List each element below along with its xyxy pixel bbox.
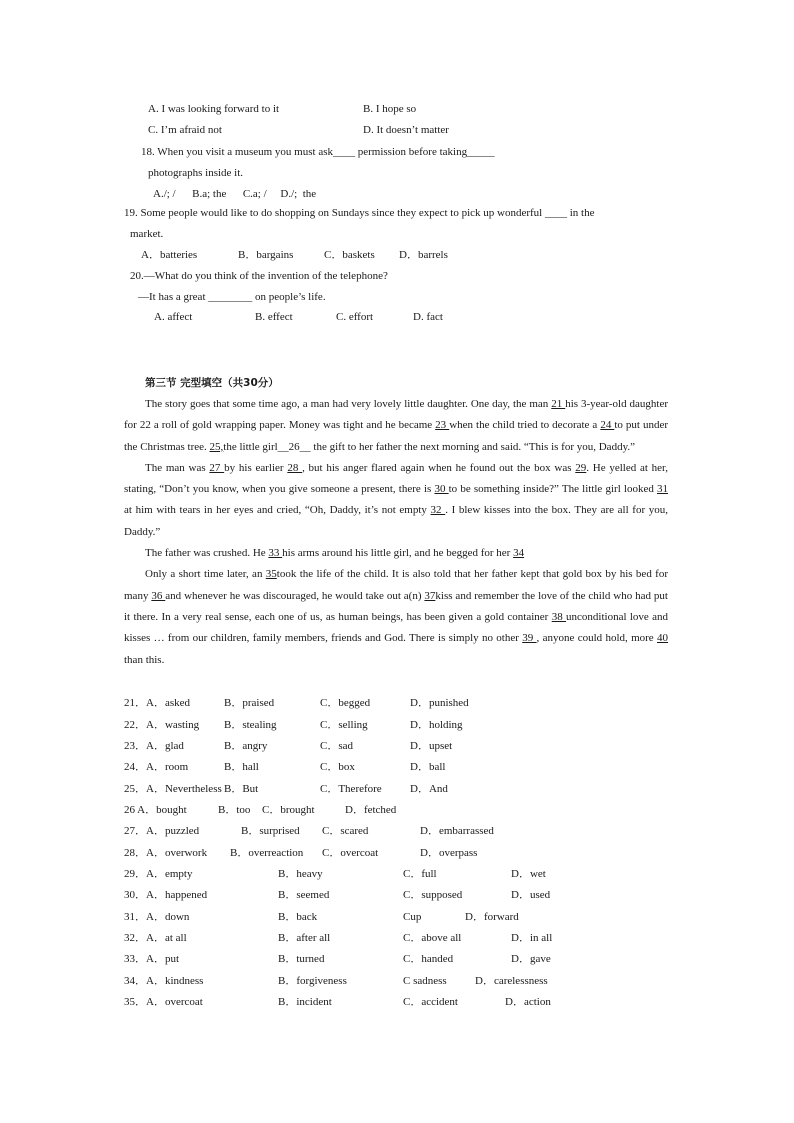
- option-32-a: 32．A．at all: [124, 932, 187, 944]
- cloze-blank: 33: [268, 547, 283, 560]
- passage-text: . He yelled at her, stating, “Don’t you know, when you give someone a present, there is: [124, 461, 669, 496]
- cloze-blank: 30: [434, 483, 449, 496]
- option-34-a: 34．A．kindness: [124, 975, 204, 987]
- option-23-b: B．angry: [224, 740, 268, 752]
- option-22-c: C．selling: [320, 719, 368, 731]
- passage-paragraph-4: [124, 564, 668, 670]
- option-25-a: 25．A．Nevertheless: [124, 783, 222, 795]
- q20-stem: 20.—What do you think of the invention of the telephone?: [130, 270, 388, 282]
- q17-option-b: B. I hope so: [363, 103, 417, 115]
- passage-text: to put under the Christmas tree.: [124, 419, 669, 453]
- passage-text: when the child tried to decorate a: [449, 419, 601, 432]
- cloze-blank: 37: [424, 589, 436, 602]
- option-35-d: D．action: [505, 996, 551, 1008]
- q18-stem-continued: photographs inside it.: [148, 167, 244, 179]
- q19-option-c: C．baskets: [324, 249, 375, 261]
- option-35-a: 35．A．overcoat: [124, 996, 203, 1008]
- q19-stem-text-2: in the: [567, 207, 595, 219]
- cloze-blank: 25,: [209, 440, 224, 453]
- option-24-a: 24．A．room: [124, 761, 189, 773]
- q20-option-d: D. fact: [413, 311, 443, 323]
- passage-text: Only a short time later, an: [145, 568, 266, 581]
- option-33-a: 33．A．put: [124, 953, 179, 965]
- passage-paragraph-2: [124, 458, 668, 543]
- option-22-b: B．stealing: [224, 719, 277, 731]
- option-28-c: C．overcoat: [322, 847, 379, 859]
- passage-text: took the life of the child. It is also told that her father kept that gold box by his bed for many: [124, 568, 668, 602]
- cloze-blank: 40: [657, 632, 669, 645]
- option-23-a: 23．A．glad: [124, 740, 184, 752]
- q20-option-c: C. effort: [336, 311, 374, 323]
- passage-text: and whenever he was discouraged, he would take out a(n): [165, 589, 425, 602]
- option-26-b: B．too: [218, 804, 251, 816]
- option-26-d: D．fetched: [345, 804, 397, 816]
- option-21-c: C．begged: [320, 697, 371, 709]
- cloze-blank: 24: [600, 419, 615, 432]
- option-30-d: D．used: [511, 889, 551, 901]
- passage-text: The father was crushed. He: [145, 547, 269, 560]
- passage-text: , anyone could hold, more: [536, 632, 658, 645]
- option-25-d: D．And: [410, 783, 448, 795]
- option-31-a: 31．A．down: [124, 911, 190, 923]
- q20-option-a: A. affect: [154, 311, 193, 323]
- option-31-c: Cup: [403, 911, 422, 923]
- cloze-blank: 38: [551, 610, 567, 623]
- option-21-b: B．praised: [224, 697, 275, 709]
- q18-blank-1: ____: [332, 146, 355, 158]
- option-33-c: C．handed: [403, 953, 454, 965]
- passage-text: unconditional love and kisses … from our children, family members, friends and God. There is simply no other: [124, 610, 669, 645]
- option-34-c: C sadness: [403, 975, 447, 987]
- option-24-d: D．ball: [410, 761, 446, 773]
- q20-answer-text-2: on people’s life.: [252, 291, 326, 303]
- option-21-a: 21．A．asked: [124, 697, 190, 709]
- q20-answer-line: [138, 290, 326, 304]
- option-34-d: D．carelessness: [475, 975, 548, 987]
- q17-option-c: C. I’m afraid not: [148, 124, 222, 136]
- cloze-blank: 32: [430, 504, 446, 517]
- q19-stem-text-1: 19. Some people would like to do shopping on Sundays since they expect to pick up wonderful: [124, 207, 545, 219]
- q20-option-b: B. effect: [255, 311, 293, 323]
- option-24-b: B．hall: [224, 761, 259, 773]
- q19-stem-continued: market.: [130, 228, 164, 240]
- cloze-blank: 27: [209, 461, 225, 474]
- option-31-b: B．back: [278, 911, 318, 923]
- q17-option-a: A. I was looking forward to it: [148, 103, 280, 115]
- passage-text: The man was: [145, 461, 210, 474]
- option-23-c: C．sad: [320, 740, 353, 752]
- option-29-d: D．wet: [511, 868, 546, 880]
- option-27-b: B．surprised: [241, 825, 300, 837]
- option-33-b: B．turned: [278, 953, 325, 965]
- option-34-b: B．forgiveness: [278, 975, 347, 987]
- cloze-blank: 34: [513, 547, 525, 560]
- passage-text: the little girl__26__ the gift to her father the next morning and said. “This is for you, Daddy.”: [223, 440, 635, 453]
- option-21-d: D．punished: [410, 697, 469, 709]
- passage-text: at him with tears in her eyes and cried, “Oh, Daddy, it’s not empty: [124, 504, 431, 517]
- option-22-d: D．holding: [410, 719, 463, 731]
- passage-text: kiss and remember the love of the child who had put it there. In a very real sense, each one of us, as human beings, has been given a gold container: [124, 589, 668, 623]
- q18-options: A./; / B.a; the C.a; / D./; the: [153, 188, 317, 200]
- option-30-b: B．seemed: [278, 889, 330, 901]
- cloze-blank: 31: [657, 483, 669, 496]
- option-27-c: C．scared: [322, 825, 369, 837]
- option-30-c: C．supposed: [403, 889, 463, 901]
- passage-text: his arms around his little girl, and he begged for her: [282, 547, 514, 560]
- option-35-c: C．accident: [403, 996, 458, 1008]
- cloze-blank: 35: [265, 568, 277, 581]
- q20-answer-text-1: —It has a great: [138, 291, 209, 303]
- option-32-d: D．in all: [511, 932, 553, 944]
- option-29-b: B．heavy: [278, 868, 323, 880]
- passage-text: than this.: [124, 653, 165, 666]
- option-29-a: 29．A．empty: [124, 868, 193, 880]
- q19-option-a: A．batteries: [141, 249, 198, 261]
- option-25-c: C．Therefore: [320, 783, 382, 795]
- passage-text: , but his anger flared again when he found out the box was: [302, 461, 576, 474]
- passage-text: . I blew kisses into the box. They are all for you, Daddy.”: [124, 504, 669, 538]
- section-title: 第三节 完型填空（共30分）: [145, 377, 279, 389]
- q20-blank: ________: [208, 291, 253, 303]
- passage-text: his 3-year-old daughter for 22 a roll of gold wrapping paper. Money was tight and he became: [124, 398, 668, 432]
- q18-stem: [141, 145, 495, 159]
- option-25-b: B．But: [224, 783, 259, 795]
- option-33-d: D．gave: [511, 953, 551, 965]
- q19-option-b: B．bargains: [238, 249, 294, 261]
- option-22-a: 22．A．wasting: [124, 719, 200, 731]
- option-29-c: C．full: [403, 868, 437, 880]
- option-28-a: 28．A．overwork: [124, 847, 208, 859]
- q19-stem: [124, 206, 595, 220]
- q19-option-d: D．barrels: [399, 249, 448, 261]
- option-32-c: C．above all: [403, 932, 462, 944]
- option-28-d: D．overpass: [420, 847, 478, 859]
- option-27-d: D．embarrassed: [420, 825, 494, 837]
- passage-text: by his earlier: [224, 461, 288, 474]
- option-31-d: D．forward: [465, 911, 519, 923]
- cloze-blank: 29: [575, 461, 587, 474]
- cloze-blank: 28: [287, 461, 303, 474]
- cloze-blank: 23: [435, 419, 450, 432]
- passage-paragraph-3: [124, 543, 668, 564]
- cloze-passage: [124, 394, 668, 671]
- option-26-c: C．brought: [262, 804, 315, 816]
- option-26-a: 26 A．bought: [124, 804, 187, 816]
- passage-text: The story goes that some time ago, a man had very lovely little daughter. One day, the man: [145, 398, 552, 410]
- cloze-blank: 39: [522, 632, 537, 645]
- q18-stem-text-1: 18. When you visit a museum you must ask: [141, 146, 333, 158]
- q18-stem-text-2: permission before taking: [354, 146, 468, 158]
- q17-option-d: D. It doesn’t matter: [363, 124, 449, 136]
- q18-blank-2: _____: [467, 146, 495, 158]
- option-30-a: 30．A．happened: [124, 889, 208, 901]
- passage-text: to be something inside?” The little girl looked: [448, 483, 658, 496]
- option-27-a: 27．A．puzzled: [124, 825, 200, 837]
- option-32-b: B．after all: [278, 932, 331, 944]
- cloze-blank: 36: [151, 589, 166, 602]
- option-35-b: B．incident: [278, 996, 332, 1008]
- q19-blank: ____: [545, 207, 567, 219]
- option-28-b: B．overreaction: [230, 847, 304, 859]
- option-23-d: D．upset: [410, 740, 453, 752]
- passage-paragraph-1: [124, 394, 668, 458]
- cloze-blank: 21: [551, 398, 566, 410]
- option-24-c: C．box: [320, 761, 355, 773]
